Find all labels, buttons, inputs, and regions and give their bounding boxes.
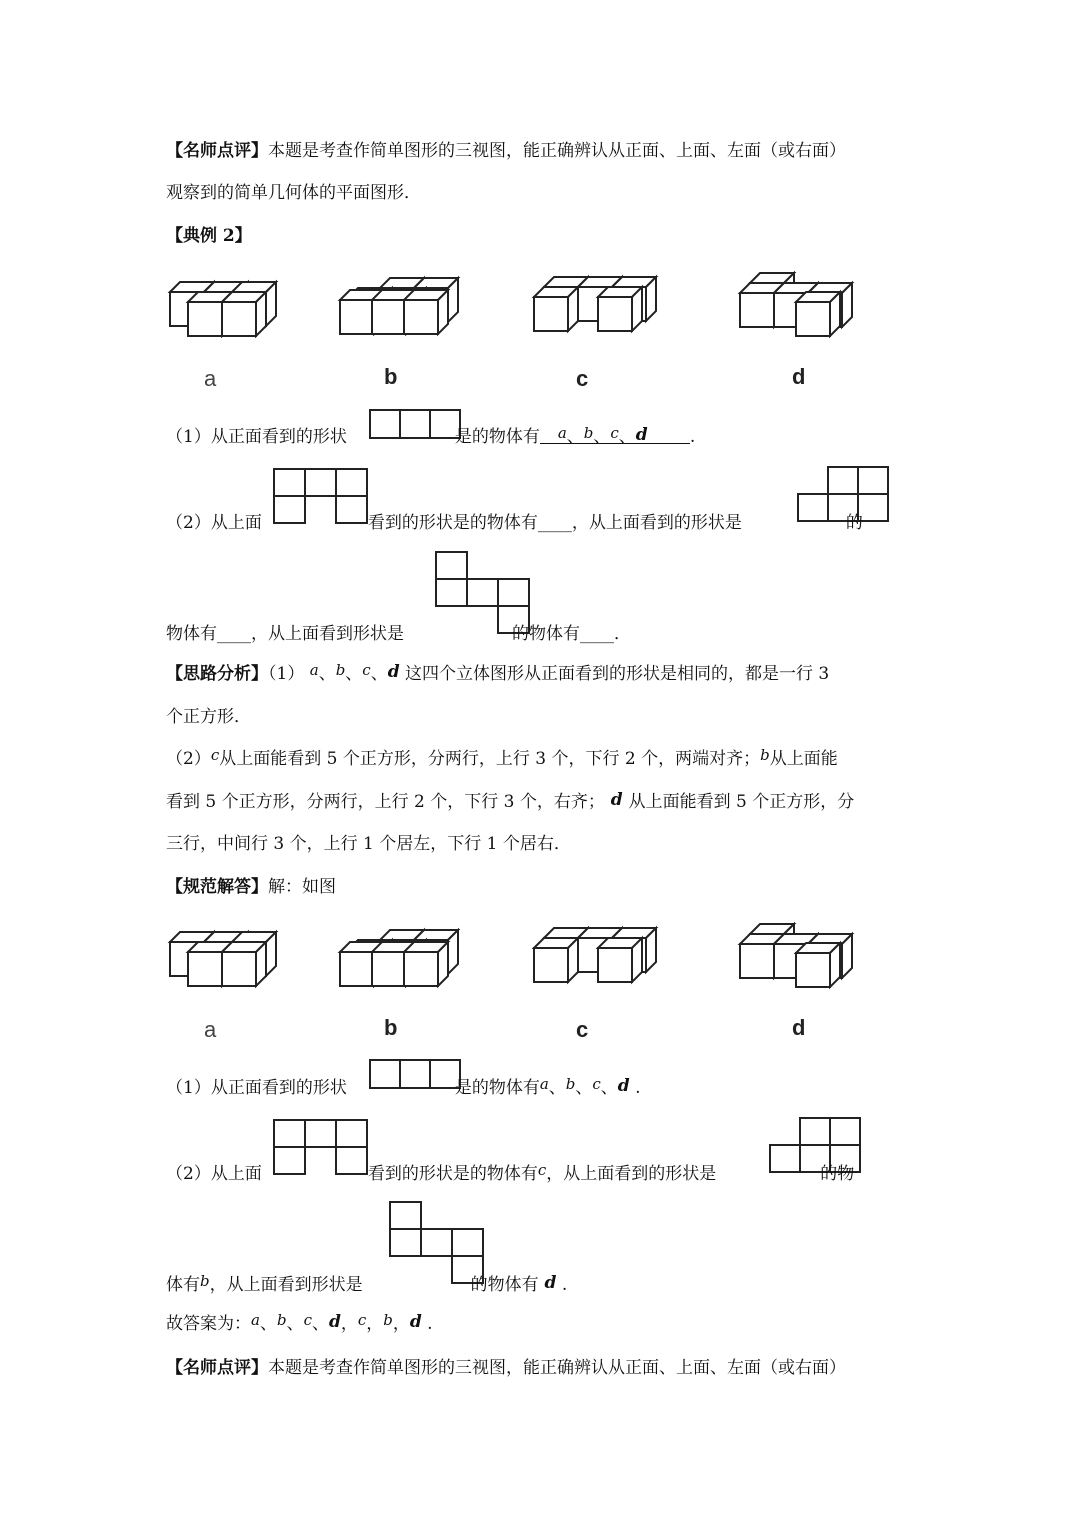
- analysis-line3: [166, 747, 838, 771]
- solid-a-top: [170, 282, 276, 336]
- an-b: b: [335, 661, 346, 679]
- analysis-p2a: （2）: [166, 749, 211, 769]
- comment-text: 本题是考查作简单图形的三视图，能正确辨认从正面、上面、左面（或右面）: [268, 141, 846, 161]
- q1-answer-blank: a、b、c、d: [540, 425, 690, 444]
- an-d: d: [387, 662, 400, 682]
- s3-suffix: 的物体有: [470, 1275, 539, 1295]
- q1-ans-b: b: [583, 424, 594, 442]
- s3-d: d: [538, 1273, 557, 1293]
- an2-b: b: [760, 746, 770, 764]
- analysis-p2c: 从上面能: [769, 749, 838, 769]
- an-c: c: [362, 661, 371, 679]
- s2-mid2: ，从上面看到的形状是: [546, 1164, 717, 1184]
- solid-b-top: [340, 278, 458, 334]
- comment-top-line1: [166, 139, 846, 163]
- solution-tag: 【规范解答】: [166, 877, 268, 897]
- figure-label-b: b: [384, 364, 398, 389]
- analysis-line5: 三行，中间行 3 个，上行 1 个居左，下行 1 个居右．: [166, 834, 571, 854]
- fa-1: b: [276, 1311, 287, 1329]
- solid-b-bottom: [340, 930, 458, 986]
- example-title: 【典例 2】: [166, 226, 252, 246]
- q2-mid: 看到的形状是的物体有____，从上面看到的形状是: [367, 513, 742, 533]
- an3-d: d: [604, 790, 629, 810]
- fa-2: c: [303, 1311, 312, 1329]
- s1-c: c: [592, 1075, 601, 1093]
- q2-prefix: （2）从上面: [166, 513, 262, 533]
- fa-4: c: [357, 1311, 367, 1329]
- analysis-line4: [166, 790, 854, 814]
- figure-label-c-2: c: [576, 1017, 589, 1042]
- figure-label-d-2: d: [792, 1015, 806, 1040]
- solution-2: [166, 1162, 854, 1186]
- question-1: [166, 425, 695, 449]
- figure-label-a-2: a: [204, 1017, 217, 1042]
- an2-c: c: [210, 746, 220, 764]
- solution-1: （1）从正面看到的形状 是的物体有a、b、c、d .: [166, 1075, 641, 1098]
- s3-prefix: 体有: [166, 1275, 200, 1295]
- analysis-line2: 个正方形．: [166, 707, 251, 727]
- fa-0: a: [251, 1311, 260, 1329]
- s2-mid: 看到的形状是的物体有: [367, 1164, 538, 1184]
- q1-ans-c: c: [610, 424, 619, 442]
- solid-c-top: [534, 277, 656, 331]
- q1-ans-a: a: [557, 424, 567, 442]
- s1-prefix: （1）从正面看到的形状: [166, 1078, 347, 1098]
- figure-label-c: c: [576, 366, 589, 391]
- q1-ans-d: d: [635, 425, 648, 445]
- s1-a: a: [539, 1075, 549, 1093]
- analysis-p1b: 这四个立体图形从正面看到的形状是相同的，都是一行 3: [405, 664, 830, 684]
- fa-6: d: [409, 1312, 422, 1332]
- comment-bottom-tag: 【名师点评】: [166, 1358, 268, 1378]
- s2-end: 的物: [820, 1164, 855, 1184]
- q3-prefix: 物体有____，从上面看到形状是: [166, 624, 404, 644]
- q1-suffix: 是的物体有: [454, 427, 540, 447]
- comment-top-line2: 观察到的简单几何体的平面图形．: [166, 183, 421, 203]
- comment-bottom: [166, 1356, 846, 1380]
- solid-d-bottom: [740, 924, 852, 987]
- solid-a-bottom: [170, 932, 276, 986]
- fa-3: d: [328, 1312, 341, 1332]
- q1-end: .: [689, 427, 696, 447]
- s1-d: d: [617, 1076, 630, 1096]
- s2-c: c: [537, 1161, 547, 1179]
- analysis-tag: 【思路分析】: [166, 664, 268, 684]
- comment-bottom-text: 本题是考查作简单图形的三视图，能正确辨认从正面、上面、左面（或右面）: [268, 1358, 846, 1378]
- solution-3: 体有b，从上面看到形状是 的物体有 d .: [166, 1272, 568, 1295]
- solid-d-top: [740, 273, 852, 336]
- an-a: a: [309, 661, 319, 679]
- comment-tag: 【名师点评】: [166, 141, 268, 161]
- final-prefix: 故答案为：: [166, 1314, 251, 1334]
- s2-prefix: （2）从上面: [166, 1164, 262, 1184]
- figure-label-a: a: [204, 366, 217, 391]
- solid-c-bottom: [534, 928, 656, 982]
- analysis-p3a: 看到 5 个正方形，分两行，上行 2 个，下行 3 个，右齐；: [166, 792, 605, 812]
- analysis-p1a: （1）: [268, 664, 305, 684]
- question-2: [166, 511, 863, 535]
- analysis-p2b: 从上面能看到 5 个正方形，分两行，上行 3 个，下行 2 个，两端对齐；: [219, 749, 761, 769]
- fa-5: b: [383, 1311, 393, 1329]
- s1-b: b: [565, 1075, 576, 1093]
- solution-text: 解：如图: [268, 877, 336, 897]
- q3-suffix: 的物体有____．: [512, 624, 631, 644]
- s3-b: b: [200, 1272, 210, 1290]
- solution-top-view-grid-d: [390, 1202, 483, 1283]
- s3-mid: ，从上面看到形状是: [209, 1275, 363, 1295]
- final-answer-line: 故答案为：a、b、c、d，c，b，d .: [166, 1311, 433, 1334]
- analysis-p3b: 从上面能看到 5 个正方形，分: [628, 792, 855, 812]
- q2-end: 的: [845, 513, 863, 533]
- top-view-grid-d: [436, 552, 529, 633]
- figure-label-d: d: [792, 364, 806, 389]
- analysis-line1: 【思路分析】（1） a、b、c、d 这四个立体图形从正面看到的形状是相同的，都是一行 3: [166, 661, 830, 684]
- figure-label-b-2: b: [384, 1015, 398, 1040]
- solution-header: [166, 875, 336, 899]
- question-3: [166, 622, 631, 646]
- q1-prefix: （1）从正面看到的形状: [166, 427, 347, 447]
- s1-suffix: 是的物体有: [454, 1078, 540, 1098]
